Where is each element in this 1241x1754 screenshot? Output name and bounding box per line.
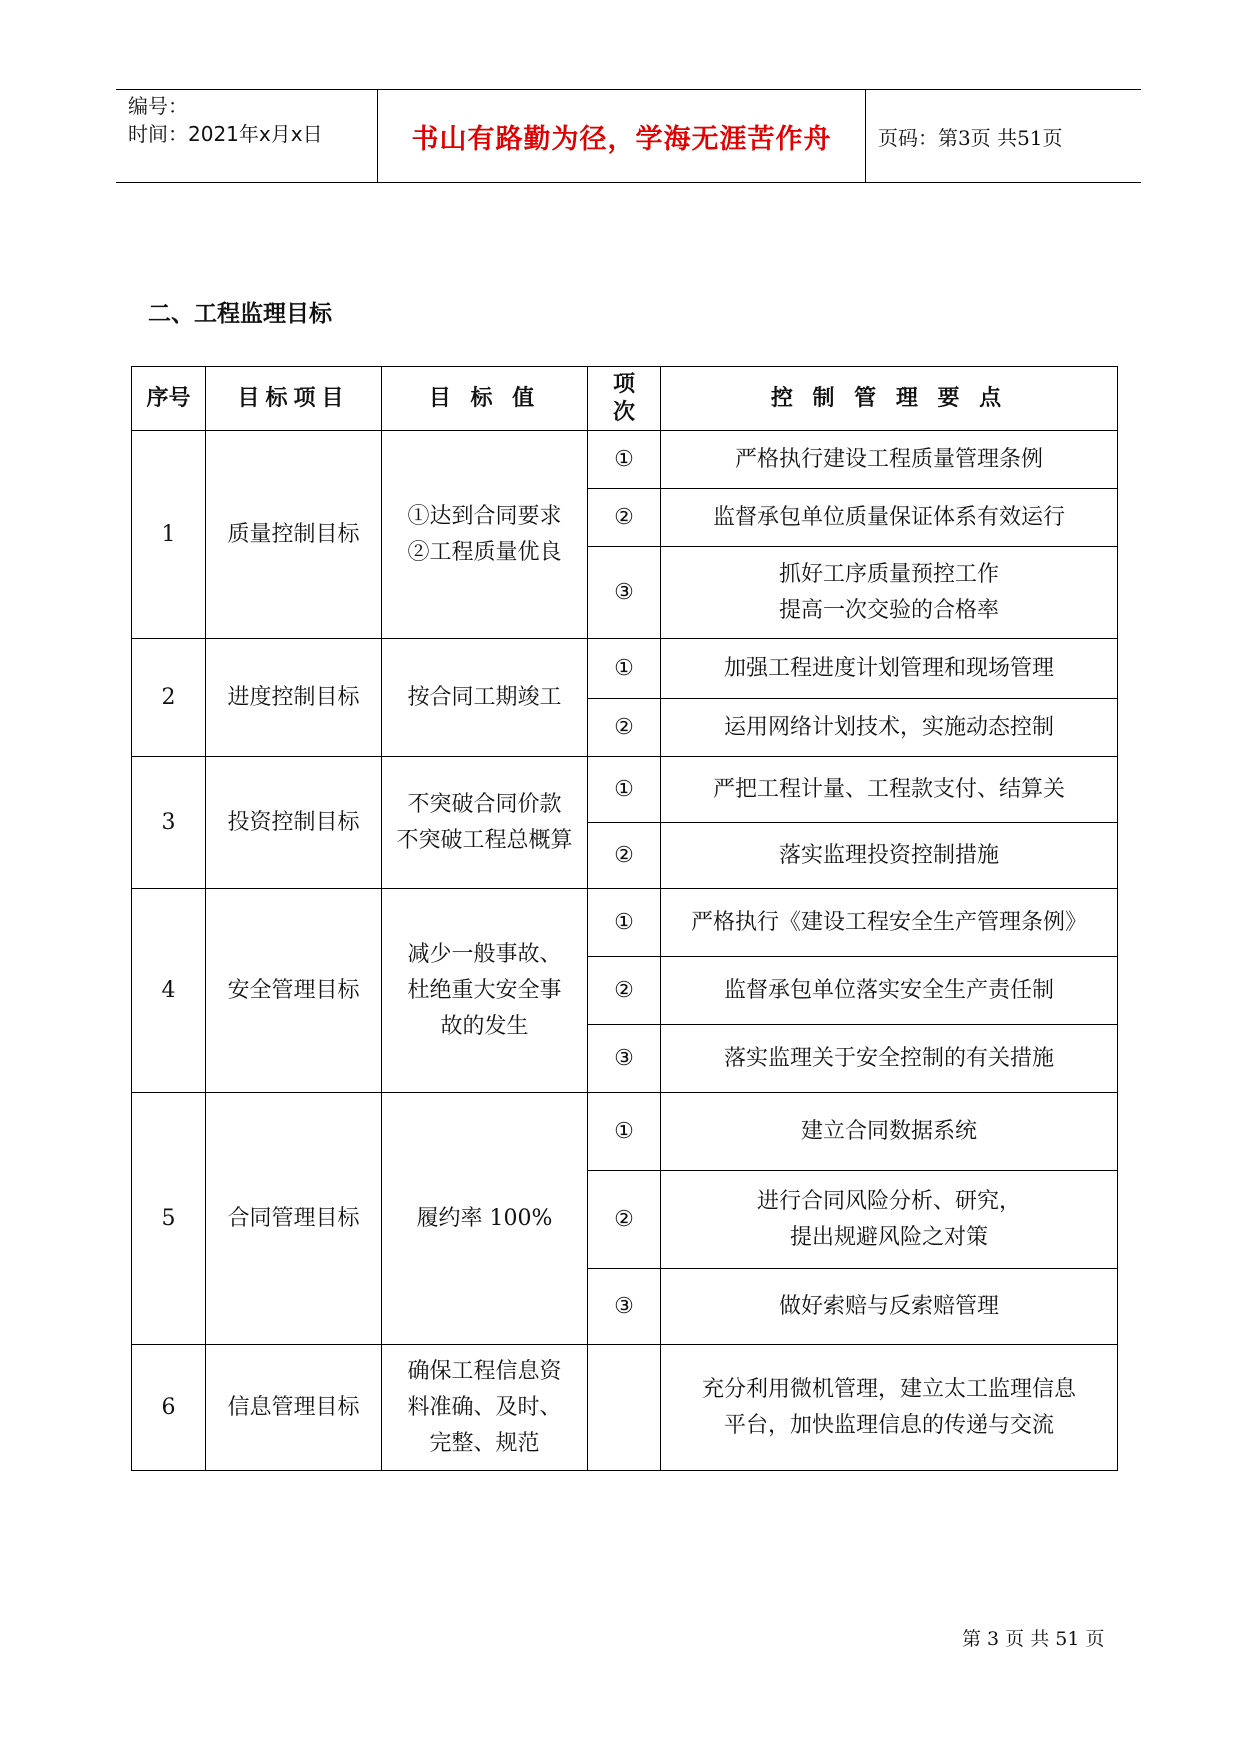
header-sub-line: 项 (612, 371, 635, 397)
header-motto-cell (378, 90, 866, 182)
goal-value-line: 完整、规范 (429, 1430, 540, 1456)
control-point-line: 严格执行《建设工程安全生产管理条例》 (690, 909, 1087, 935)
cell-sub-index: ② (588, 1171, 661, 1269)
cell-sub-index: ② (588, 699, 661, 757)
cell-control-point (661, 1093, 1118, 1171)
header-item: 目标项目 (206, 367, 382, 431)
cell-seq: 4 (132, 889, 206, 1093)
cell-control-point (661, 639, 1118, 699)
cell-sub-index (588, 1345, 661, 1471)
page-footer: 第 3 页 共 51 页 (962, 1628, 1105, 1650)
goals-table (131, 366, 1118, 1471)
cell-sub-index: ③ (588, 1025, 661, 1093)
cell-sub-index: ① (588, 1093, 661, 1171)
goal-value-line: ②工程质量优良 (407, 539, 562, 565)
goal-value-line: ①达到合同要求 (407, 503, 562, 529)
cell-sub-index: ① (588, 757, 661, 823)
number-label: 编号： (128, 94, 188, 118)
header-sub (588, 367, 661, 431)
cell-goal-item: 信息管理目标 (206, 1345, 382, 1471)
cell-goal-value (382, 1093, 588, 1345)
page-info: 页码：第3页 共51页 (878, 125, 1063, 150)
goal-value-line: 杜绝重大安全事 (407, 977, 562, 1003)
cell-sub-index: ① (588, 431, 661, 489)
cell-goal-value (382, 889, 588, 1093)
time-label: 时间：2021年x月x日 (128, 122, 323, 146)
cell-goal-value (382, 757, 588, 889)
control-point-line: 严格执行建设工程质量管理条例 (734, 446, 1043, 472)
cell-control-point (661, 823, 1118, 889)
control-point-line: 抓好工序质量预控工作 (778, 561, 999, 587)
control-point-line: 运用网络计划技术，实施动态控制 (723, 714, 1054, 740)
cell-goal-item: 质量控制目标 (206, 431, 382, 639)
header-value: 目 标 值 (382, 367, 588, 431)
cell-control-point (661, 889, 1118, 957)
cell-goal-item: 投资控制目标 (206, 757, 382, 889)
table-header-row (132, 367, 1118, 431)
table-row (132, 1345, 1118, 1471)
table-row (132, 1093, 1118, 1171)
cell-sub-index: ③ (588, 1269, 661, 1345)
goal-value-line: 按合同工期竣工 (407, 684, 562, 710)
cell-control-point (661, 699, 1118, 757)
control-point-line: 建立合同数据系统 (800, 1118, 977, 1144)
header-seq: 序号 (132, 367, 206, 431)
control-point-line: 监督承包单位落实安全生产责任制 (723, 977, 1054, 1003)
cell-control-point (661, 547, 1118, 639)
cell-seq: 5 (132, 1093, 206, 1345)
cell-sub-index: ① (588, 889, 661, 957)
control-point-line: 做好索赔与反索赔管理 (778, 1293, 999, 1319)
cell-goal-value (382, 431, 588, 639)
cell-goal-item: 合同管理目标 (206, 1093, 382, 1345)
cell-control-point (661, 957, 1118, 1025)
goal-value-line: 履约率 100% (416, 1205, 553, 1231)
control-point-line: 提出规避风险之对策 (789, 1224, 988, 1250)
header-sub-line: 次 (612, 399, 635, 425)
cell-seq: 6 (132, 1345, 206, 1471)
control-point-line: 加强工程进度计划管理和现场管理 (723, 655, 1054, 681)
cell-sub-index: ② (588, 823, 661, 889)
control-point-line: 提高一次交验的合格率 (778, 597, 999, 623)
section-title: 二、工程监理目标 (148, 301, 332, 327)
cell-control-point (661, 1025, 1118, 1093)
goal-value-line: 减少一般事故、 (407, 941, 562, 967)
cell-control-point (661, 489, 1118, 547)
header-meta-cell (116, 90, 378, 182)
cell-control-point (661, 1171, 1118, 1269)
cell-goal-item: 进度控制目标 (206, 639, 382, 757)
cell-goal-item: 安全管理目标 (206, 889, 382, 1093)
cell-sub-index: ② (588, 957, 661, 1025)
control-point-line: 监督承包单位质量保证体系有效运行 (712, 504, 1065, 530)
table-row (132, 889, 1118, 957)
cell-goal-value (382, 639, 588, 757)
cell-control-point (661, 1345, 1118, 1471)
cell-sub-index: ② (588, 489, 661, 547)
goal-value-line: 料准确、及时、 (407, 1394, 562, 1420)
goal-value-line: 确保工程信息资 (407, 1358, 562, 1384)
control-point-line: 充分利用微机管理，建立太工监理信息 (701, 1376, 1076, 1402)
cell-sub-index: ③ (588, 547, 661, 639)
table-row (132, 757, 1118, 823)
table-row (132, 431, 1118, 489)
control-point-line: 严把工程计量、工程款支付、结算关 (712, 776, 1065, 802)
header-points: 控 制 管 理 要 点 (661, 367, 1118, 431)
control-point-line: 落实监理投资控制措施 (778, 842, 999, 868)
control-point-line: 落实监理关于安全控制的有关措施 (723, 1045, 1054, 1071)
motto-text: 书山有路勤为径，学海无涯苦作舟 (411, 123, 832, 155)
goal-value-line: 不突破工程总概算 (396, 827, 573, 853)
table-row (132, 639, 1118, 699)
goal-value-line: 不突破合同价款 (407, 791, 562, 817)
page-header (116, 89, 1141, 183)
cell-sub-index: ① (588, 639, 661, 699)
cell-seq: 3 (132, 757, 206, 889)
cell-control-point (661, 757, 1118, 823)
cell-control-point (661, 431, 1118, 489)
control-point-line: 平台，加快监理信息的传递与交流 (723, 1412, 1054, 1438)
goal-value-line: 故的发生 (440, 1013, 529, 1039)
cell-control-point (661, 1269, 1118, 1345)
table-body (132, 431, 1118, 1471)
cell-seq: 1 (132, 431, 206, 639)
cell-seq: 2 (132, 639, 206, 757)
control-point-line: 进行合同风险分析、研究， (756, 1188, 1021, 1214)
cell-goal-value (382, 1345, 588, 1471)
header-page-cell (866, 90, 1141, 182)
